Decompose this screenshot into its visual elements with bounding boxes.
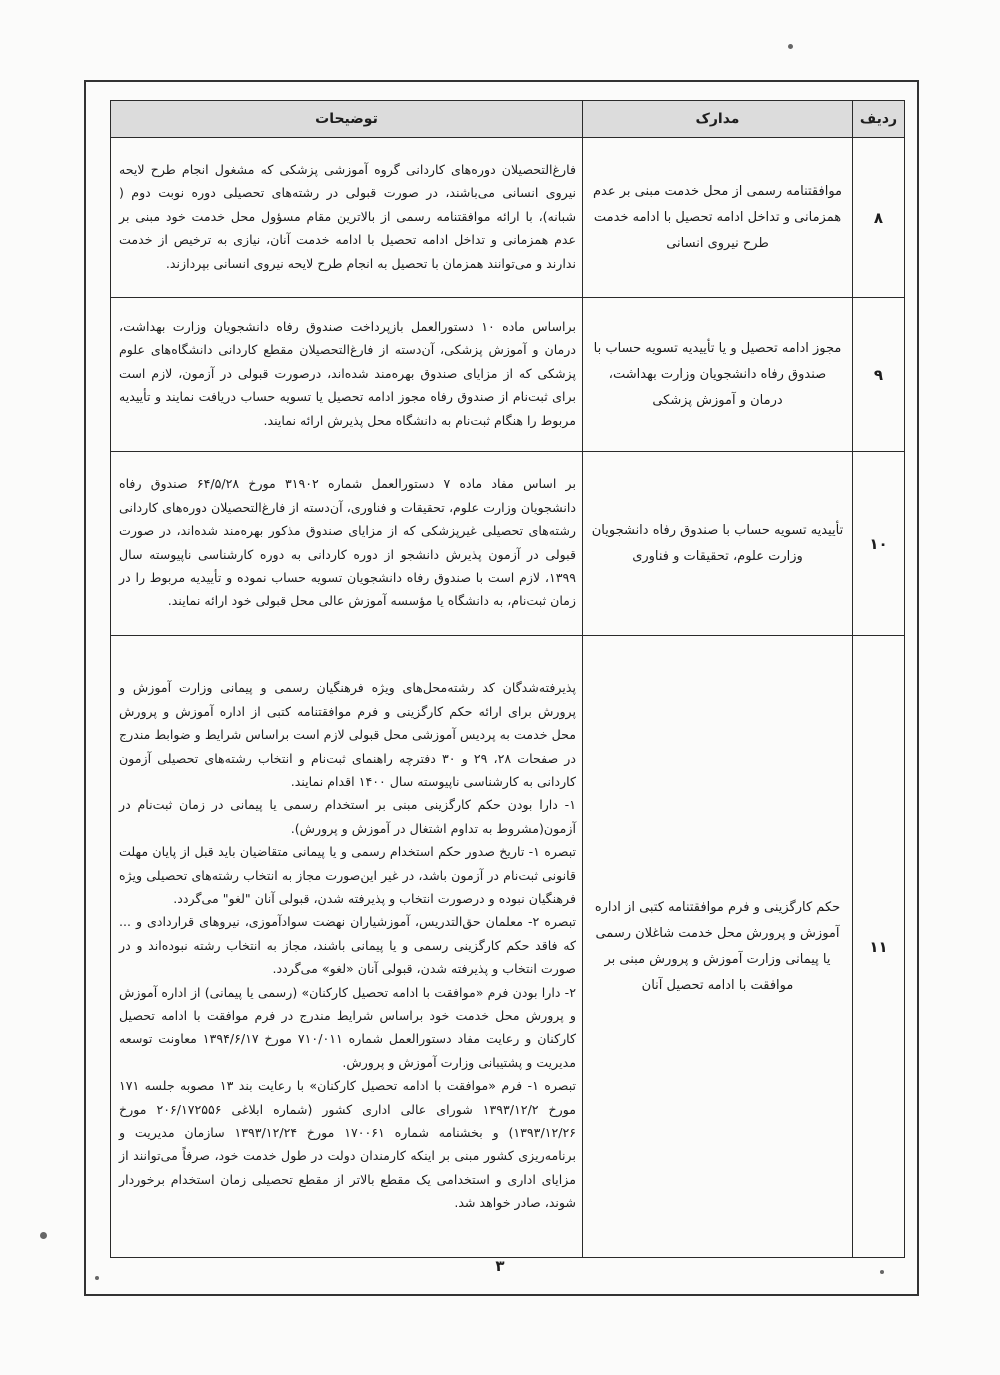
header-descriptions: توضیحات	[111, 101, 583, 138]
description-paragraph: تبصره ۲- معلمان حق‌التدریس، آموزشیاران نهضت سوادآموزی، نیروهای قراردادی و ... که فاقد حکم کارگزینی رسمی و یا پیمانی باشند، مجاز به انتخاب رشته نبوده‌اند و در صورت انتخاب و پذیرفته شدن، قبولی آنان «لغو» می‌گردد.	[119, 914, 576, 977]
row-number: ۸	[853, 138, 905, 298]
scan-speck	[880, 1270, 884, 1274]
table-row	[111, 138, 905, 298]
row-documents: مجوز ادامه تحصیل و یا تأییدیه تسویه حساب با صندوق رفاه دانشجویان وزارت بهداشت، درمان و آموزش پزشکی	[583, 298, 853, 452]
row-documents: حکم کارگزینی و فرم موافقتنامه کتبی از اداره آموزش و پرورش محل خدمت شاغلان رسمی یا پیمانی وزارت آموزش و پرورش مبنی بر موافقت با ادامه تحصیل آنان	[583, 636, 853, 1258]
page-number: ۳	[495, 1257, 505, 1275]
description-paragraph: بر اساس مفاد ماده ۷ دستورالعمل شماره ۳۱۹۰۲ مورخ ۶۴/۵/۲۸ صندوق رفاه دانشجویان وزارت علوم، تحقیقات و فناوری، آن‌دسته از فارغ‌التحصیلان دوره‌های کاردانی رشته‌های تحصیلی غیرپزشکی که از مزایای صندوق مذکور بهره‌مند شده‌اند، در صورت قبولی در آزمون پذیرش دانشجو از دوره کاردانی به دوره کارشناسی ناپیوسته سال ۱۳۹۹، لازم است با صندوق رفاه دانشجویان تسویه حساب نموده و تأییدیه مربوط را در زمان ثبت‌نام، به دانشگاه یا مؤسسه آموزش عالی محل قبولی خود ارائه نمایند.	[119, 476, 576, 609]
table-row	[111, 636, 905, 1258]
table-row	[111, 298, 905, 452]
row-documents: موافقتنامه رسمی از محل خدمت مبنی بر عدم همزمانی و تداخل ادامه تحصیل با ادامه خدمت طرح نیروی انسانی	[583, 138, 853, 298]
row-description	[111, 636, 583, 1258]
scan-speck	[788, 44, 793, 49]
description-paragraph: فارغ‌التحصیلان دوره‌های کاردانی گروه آموزشی پزشکی که مشغول انجام طرح لایحه نیروی انسانی می‌باشند، در صورت قبولی در رشته‌های تحصیلی دوره نوبت دوم ( شبانه)، با ارائه موافقتنامه رسمی از بالاترین مقام مسؤول محل خدمت خود مبنی بر عدم همزمانی و تداخل ادامه تحصیل با ادامه خدمت آنان، نیازی به ترخیص از خدمت ندارند و می‌توانند همزمان با تحصیل به انجام طرح لایحه نیروی انسانی بپردازند.	[119, 161, 576, 271]
row-number: ۱۱	[853, 636, 905, 1258]
row-documents: تأییدیه تسویه حساب با صندوق رفاه دانشجویان وزارت علوم، تحقیقات و فناوری	[583, 452, 853, 636]
scan-speck	[95, 1276, 99, 1280]
description-paragraph: ۱- دارا بودن حکم کارگزینی مبنی بر استخدام رسمی یا پیمانی در زمان ثبت‌نام در آزمون(مشروط به تداوم اشتغال در آموزش و پرورش).	[119, 797, 576, 836]
description-paragraph: ۲- دارا بودن فرم «موافقت با ادامه تحصیل کارکنان» (رسمی یا پیمانی) از اداره آموزش و پرورش محل خدمت خود براساس شرایط مندرج در فرم موافقت با ادامه تحصیل کارکنان و رعایت مفاد دستورالعمل شماره ۷۱۰/۰۱۱ مورخ ۱۳۹۴/۶/۱۷ معاونت توسعه مدیریت و پشتیبانی وزارت آموزش و پرورش.	[119, 984, 576, 1070]
row-description	[111, 138, 583, 298]
table-row	[111, 452, 905, 636]
description-paragraph: تبصره ۱- تاریخ صدور حکم استخدام رسمی و یا پیمانی متقاضیان باید قبل از پایان مهلت قانونی ثبت‌نام در آزمون باشد، در غیر این‌صورت مجاز به انتخاب رشته‌های تحصیلی ویژه فرهنگیان نبوده و درصورت انتخاب و پذیرفته شدن، قبولی آنان "لغو" می‌گردد.	[119, 844, 577, 906]
description-paragraph: براساس ماده ۱۰ دستورالعمل بازپرداخت صندوق رفاه دانشجویان وزارت بهداشت، درمان و آموزش پزشکی، آن‌دسته از فارغ‌التحصیلان مقطع کاردانی دانشگاه‌های علوم پزشکی که از مزایای صندوق بهره‌مند شده‌اند، درصورت قبولی در آزمون، لازم است برای ثبت‌نام از صندوق رفاه مجوز ادامه تحصیل یا تسویه حساب دریافت نمایند و تأییدیه مربوط را هنگام ثبت‌نام به دانشگاه محل پذیرش ارائه نمایند.	[119, 318, 576, 428]
description-paragraph: پذیرفته‌شدگان کد رشته‌محل‌های ویژه فرهنگیان رسمی و پیمانی وزارت آموزش و پرورش برای ارائه حکم کارگزینی و فرم موافقتنامه کتبی از اداره آموزش و پرورش محل خدمت به پردیس آموزشی محل قبولی لازم است براساس شرایط و ضوابط مندرج در صفحات ۲۸، ۲۹ و ۳۰ دفترچه راهنمای ثبت‌نام و انتخاب رشته‌های تحصیلی آزمون کاردانی به کارشناسی ناپیوسته سال ۱۴۰۰ اقدام نمایند.	[119, 680, 576, 789]
table-header-row	[111, 101, 905, 138]
description-paragraph: تبصره ۱- فرم «موافقت با ادامه تحصیل کارکنان» با رعایت بند ۱۳ مصوبه جلسه ۱۷۱ مورخ ۱۳۹۳/۱۲/۲ شورای عالی اداری کشور (شماره ابلاغی ۲۰۶/۱۷۲۵۵۶ مورخ ۱۳۹۳/۱۲/۲۶) و بخشنامه شماره ۱۷۰۰۶۱ مورخ ۱۳۹۳/۱۲/۲۴ سازمان مدیریت و برنامه‌ریزی کشور مبنی بر اینکه کارمندان دولت در طول خدمت خود، صرفاً می‌توانند از مزایای اداری و استخدامی یک مقطع بالاتر از مقطع تحصیلی زمان استخدام برخوردار شوند، صادر خواهد شد.	[119, 1078, 577, 1211]
row-number: ۹	[853, 298, 905, 452]
scan-speck	[40, 1232, 47, 1239]
row-description	[111, 452, 583, 636]
row-number: ۱۰	[853, 452, 905, 636]
requirements-table	[110, 100, 905, 1258]
header-row-number: ردیف	[853, 101, 905, 138]
header-documents: مدارک	[583, 101, 853, 138]
row-description	[111, 298, 583, 452]
